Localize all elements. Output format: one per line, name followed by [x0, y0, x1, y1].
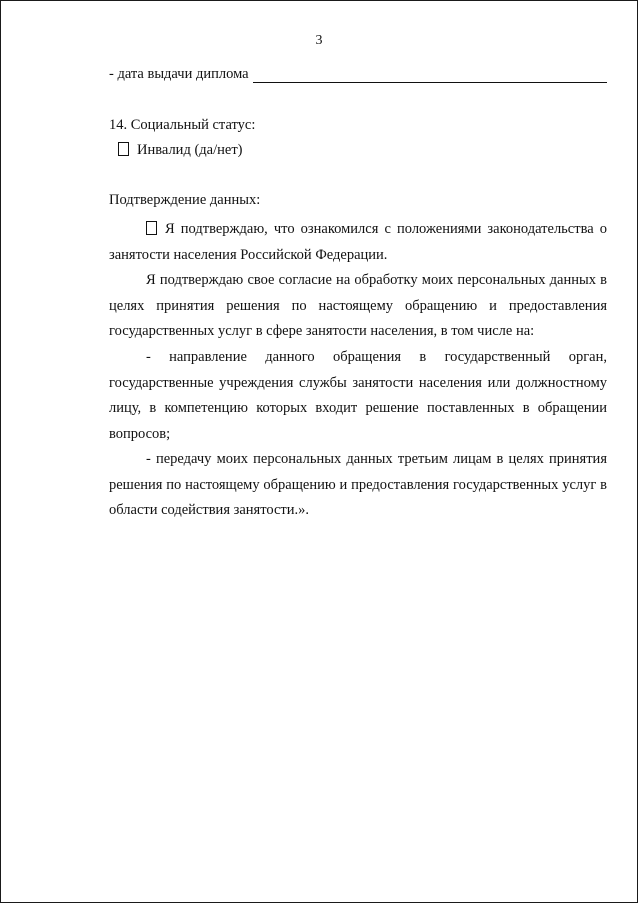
confirmation-heading: Подтверждение данных:: [109, 192, 261, 208]
consent-item-1: - направление данного обращения в государственный орган, государственные учреждения службы занятости населения или должностному лицу, в компетенцию которых входит решение поставленных в обращении вопросов;: [109, 349, 607, 442]
page-number: 3: [315, 33, 323, 48]
diploma-date-label: - дата выдачи диплома: [109, 66, 249, 82]
consent-paragraph: Я подтверждаю свое согласие на обработку моих персональных данных в целях принятия решения по настоящему обращению и предоставления государственных услуг в сфере занятости населения, в том числе на:: [109, 272, 607, 339]
legislation-paragraph: [109, 217, 607, 268]
social-status-heading: 14. Социальный статус:: [109, 117, 256, 133]
legislation-text: Я подтверждаю, что ознакомился с положениями законодательства о занятости населения Российской Федерации.: [109, 221, 607, 263]
diploma-date-field[interactable]: [253, 68, 607, 83]
diploma-date-row: [109, 65, 607, 83]
disabled-label: Инвалид (да/нет): [137, 142, 243, 158]
consent-item-2: - передачу моих персональных данных третьим лицам в целях принятия решения по настоящему обращению и предоставления государственных услуг в области содействия занятости.».: [109, 451, 607, 518]
legislation-checkbox[interactable]: [146, 221, 157, 235]
disabled-checkbox[interactable]: [118, 142, 129, 156]
disabled-row: [118, 141, 242, 159]
